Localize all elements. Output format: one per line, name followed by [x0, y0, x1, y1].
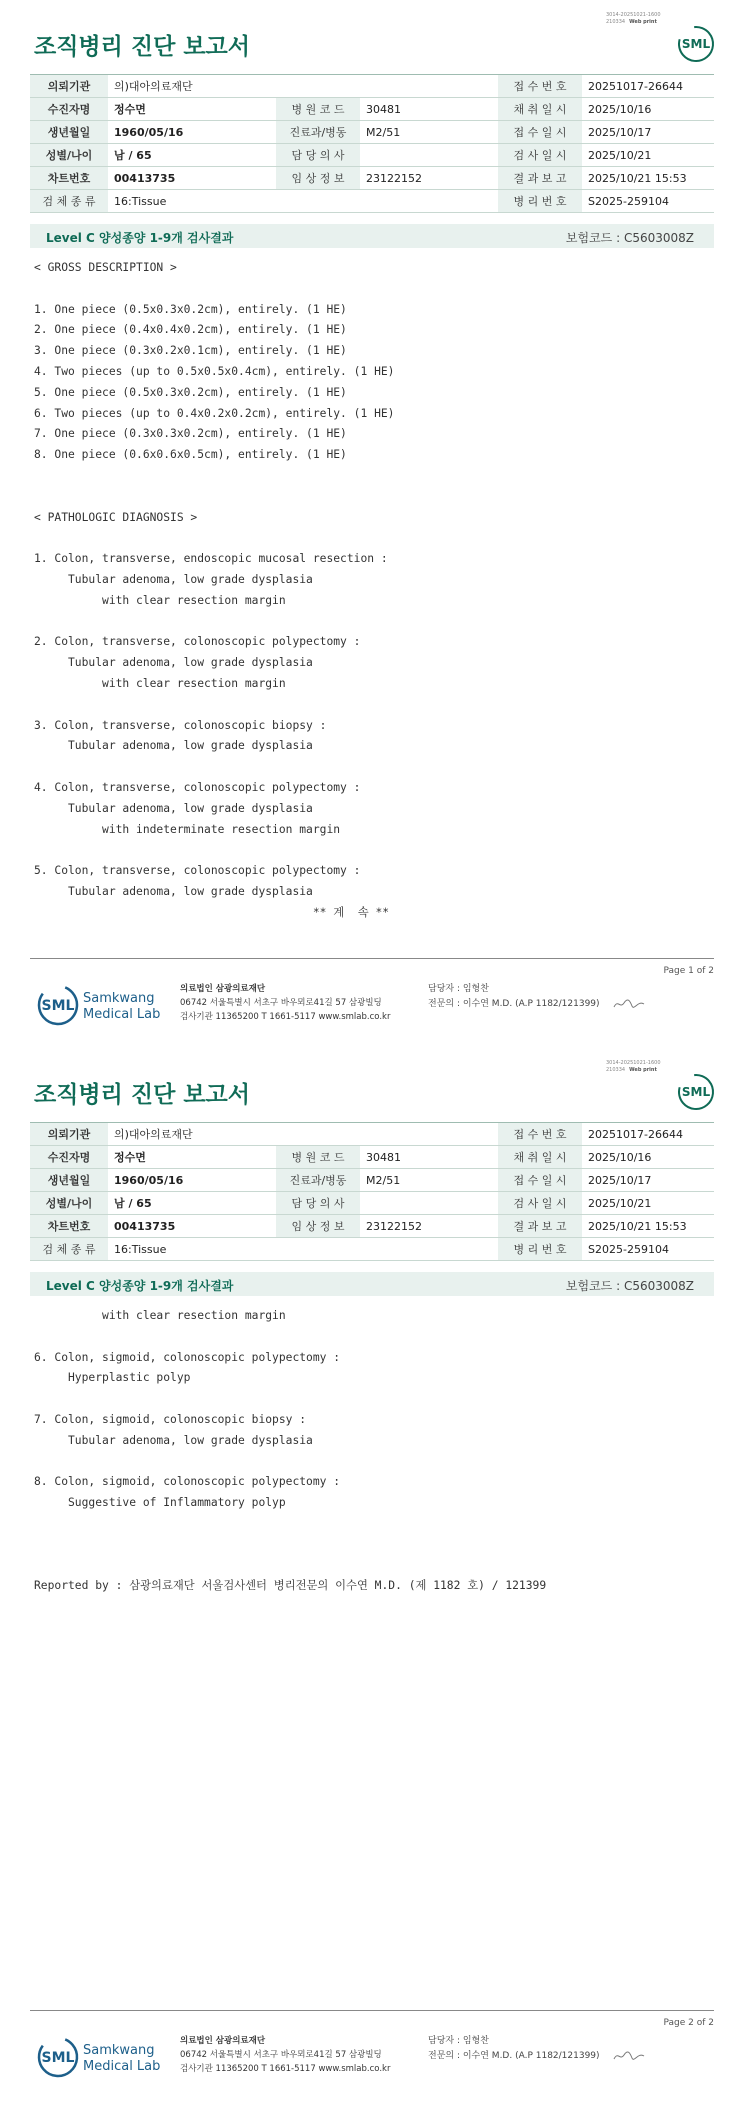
report-line: Tubular adenoma, low grade dysplasia — [34, 1433, 313, 1447]
info-row — [30, 75, 714, 98]
label-clinical-info: 임 상 정 보 — [276, 167, 360, 190]
signature-icon — [612, 2049, 646, 2063]
report-line: with clear resection margin — [34, 593, 286, 607]
label-patient-name: 수진자명 — [30, 98, 108, 121]
label-specimen-type: 검 체 종 류 — [30, 1238, 108, 1261]
report-line — [34, 1535, 546, 1556]
report-title: 조직병리 진단 보고서 — [34, 1082, 250, 1108]
value-test-date: 2025/10/21 — [582, 144, 714, 167]
report-line: < PATHOLOGIC DIAGNOSIS > — [34, 510, 198, 524]
print-meta — [606, 1060, 661, 1074]
staff-label: 담당자 : — [428, 984, 460, 994]
label-collection-date: 채 취 일 시 — [498, 1146, 582, 1169]
lab-name-line1: Samkwang — [83, 2043, 155, 2058]
value-sex-age: 남 / 65 — [108, 144, 276, 167]
footer-divider — [30, 2010, 714, 2011]
report-line — [34, 528, 394, 549]
label-sex-age: 성별/나이 — [30, 1192, 108, 1215]
report-line: 8. One piece (0.6x0.6x0.5cm), entirely. (1 HE) — [34, 448, 347, 462]
label-pathology-no: 병 리 번 호 — [498, 190, 582, 213]
staff-name: 임형찬 — [462, 2036, 489, 2046]
label-result-report: 결 과 보 고 — [498, 167, 582, 190]
web-print-label: Web print — [629, 19, 657, 25]
report-line — [34, 466, 394, 487]
value-department: M2/51 — [360, 1169, 498, 1192]
print-meta-line1: 3014-20251021-1600 — [606, 12, 661, 18]
label-specimen-type: 검 체 종 류 — [30, 190, 108, 213]
value-pathology-no: S2025-259104 — [582, 1238, 714, 1261]
report-body-page-2 — [34, 1306, 546, 1597]
footer-organization — [180, 982, 390, 1024]
report-line: 2. One piece (0.4x0.4x0.2cm), entirely. (1 HE) — [34, 323, 347, 337]
logo-text: SML — [41, 2050, 75, 2066]
footer-organization — [180, 2034, 390, 2076]
result-section-header — [30, 224, 714, 248]
report-line: 3. Colon, transverse, colonoscopic biopsy : — [34, 718, 327, 732]
info-row — [30, 167, 714, 190]
value-physician — [360, 1192, 498, 1215]
report-line — [34, 279, 394, 300]
report-line — [34, 612, 394, 633]
label-hospital-code: 병 원 코 드 — [276, 98, 360, 121]
value-sex-age: 남 / 65 — [108, 1192, 276, 1215]
label-clinical-info: 임 상 정 보 — [276, 1215, 360, 1238]
value-received-date: 2025/10/17 — [582, 121, 714, 144]
value-requesting-institution: 의)대아의료재단 — [108, 75, 498, 98]
value-collection-date: 2025/10/16 — [582, 1146, 714, 1169]
page-number: Page 2 of 2 — [663, 2018, 714, 2028]
reported-by: Reported by : 삼광의료재단 서울검사센터 병리전문의 이수연 M.D. (제 1182 호) / 121399 — [34, 1579, 547, 1593]
org-name: 의료법인 삼광의료재단 — [180, 984, 266, 994]
insurance-code: 보험코드 : C5603008Z — [565, 231, 694, 245]
logo-text: SML — [41, 998, 75, 1014]
value-accession-no: 20251017-26644 — [582, 75, 714, 98]
value-department: M2/51 — [360, 121, 498, 144]
label-accession-no: 접 수 번 호 — [498, 75, 582, 98]
samkwang-logo-icon — [36, 2032, 166, 2082]
label-patient-name: 수진자명 — [30, 1146, 108, 1169]
specialist-label: 전문의 : — [428, 2051, 460, 2061]
specialist-label: 전문의 : — [428, 999, 460, 1009]
org-address: 06742 서울특별시 서초구 바우뫼로41길 57 삼광빌딩 — [180, 2050, 382, 2060]
report-line: 6. Two pieces (up to 0.4x0.2x0.2cm), entirely. (1 HE) — [34, 406, 395, 420]
print-meta-line1: 3014-20251021-1600 — [606, 1060, 661, 1066]
print-meta — [606, 12, 661, 26]
label-department: 진료과/병동 — [276, 121, 360, 144]
label-sex-age: 성별/나이 — [30, 144, 108, 167]
label-requesting-institution: 의뢰기관 — [30, 1123, 108, 1146]
value-clinical-info: 23122152 — [360, 167, 498, 190]
label-birth-date: 생년월일 — [30, 1169, 108, 1192]
report-line — [34, 487, 394, 508]
report-line: Tubular adenoma, low grade dysplasia — [34, 739, 313, 753]
report-line: 7. One piece (0.3x0.3x0.2cm), entirely. (1 HE) — [34, 427, 347, 441]
report-line: 2. Colon, transverse, colonoscopic polypectomy : — [34, 635, 361, 649]
lab-name-line2: Medical Lab — [83, 2059, 161, 2074]
specialist-name: 이수연 M.D. (A.P 1182/121399) — [462, 2051, 600, 2061]
report-line: 1. One piece (0.5x0.3x0.2cm), entirely. (1 HE) — [34, 302, 347, 316]
report-line: 5. Colon, transverse, colonoscopic polypectomy : — [34, 864, 361, 878]
value-result-report: 2025/10/21 15:53 — [582, 1215, 714, 1238]
patient-info-table — [30, 1122, 714, 1261]
report-line: with indeterminate resection margin — [34, 822, 341, 836]
report-line: with clear resection margin — [34, 676, 286, 690]
patient-info-table — [30, 74, 714, 213]
section-title: Level C 양성종양 1-9개 검사결과 — [46, 1279, 234, 1293]
info-row — [30, 121, 714, 144]
value-specimen-type: 16:Tissue — [108, 190, 498, 213]
value-birth-date: 1960/05/16 — [108, 1169, 276, 1192]
report-line: 8. Colon, sigmoid, colonoscopic polypectomy : — [34, 1475, 341, 1489]
org-contact: 검사기관 11365200 T 1661-5117 www.smlab.co.kr — [180, 1012, 391, 1022]
report-page-1 — [0, 0, 744, 1048]
label-result-report: 결 과 보 고 — [498, 1215, 582, 1238]
report-line: 4. Colon, transverse, colonoscopic polypectomy : — [34, 780, 361, 794]
info-row — [30, 1123, 714, 1146]
label-accession-no: 접 수 번 호 — [498, 1123, 582, 1146]
report-title: 조직병리 진단 보고서 — [34, 34, 250, 60]
label-test-date: 검 사 일 시 — [498, 144, 582, 167]
value-physician — [360, 144, 498, 167]
label-test-date: 검 사 일 시 — [498, 1192, 582, 1215]
label-received-date: 접 수 일 시 — [498, 1169, 582, 1192]
info-row — [30, 1146, 714, 1169]
page-number: Page 1 of 2 — [663, 966, 714, 976]
value-hospital-code: 30481 — [360, 1146, 498, 1169]
print-meta-line2: 210334 — [606, 1067, 626, 1073]
report-line — [34, 695, 394, 716]
label-chart-no: 차트번호 — [30, 167, 108, 190]
sml-logo-text: SML — [681, 1085, 711, 1099]
label-department: 진료과/병동 — [276, 1169, 360, 1192]
value-test-date: 2025/10/21 — [582, 1192, 714, 1215]
info-row — [30, 144, 714, 167]
samkwang-logo-icon — [36, 980, 166, 1030]
value-specimen-type: 16:Tissue — [108, 1238, 498, 1261]
insurance-code: 보험코드 : C5603008Z — [565, 1279, 694, 1293]
report-line: 1. Colon, transverse, endoscopic mucosal resection : — [34, 552, 388, 566]
sml-logo-icon — [676, 1072, 716, 1112]
label-requesting-institution: 의뢰기관 — [30, 75, 108, 98]
info-row — [30, 1215, 714, 1238]
info-row — [30, 1238, 714, 1261]
org-contact: 검사기관 11365200 T 1661-5117 www.smlab.co.kr — [180, 2064, 391, 2074]
footer-divider — [30, 958, 714, 959]
continued-marker: ** 계 속 ** — [34, 905, 390, 919]
report-line — [34, 1389, 546, 1410]
value-hospital-code: 30481 — [360, 98, 498, 121]
report-line: 5. One piece (0.5x0.3x0.2cm), entirely. (1 HE) — [34, 385, 347, 399]
value-requesting-institution: 의)대아의료재단 — [108, 1123, 498, 1146]
report-line: 6. Colon, sigmoid, colonoscopic polypectomy : — [34, 1350, 341, 1364]
label-birth-date: 생년월일 — [30, 121, 108, 144]
report-line: Tubular adenoma, low grade dysplasia — [34, 572, 313, 586]
sml-logo-text: SML — [681, 37, 711, 51]
value-chart-no: 00413735 — [108, 167, 276, 190]
label-physician: 담 당 의 사 — [276, 1192, 360, 1215]
report-line: with clear resection margin — [34, 1309, 286, 1322]
section-title: Level C 양성종양 1-9개 검사결과 — [46, 231, 234, 245]
report-line: Tubular adenoma, low grade dysplasia — [34, 656, 313, 670]
report-line: Hyperplastic polyp — [34, 1371, 191, 1385]
org-address: 06742 서울특별시 서초구 바우뫼로41길 57 삼광빌딩 — [180, 998, 382, 1008]
web-print-label: Web print — [629, 1067, 657, 1073]
report-line: Suggestive of Inflammatory polyp — [34, 1496, 286, 1510]
label-received-date: 접 수 일 시 — [498, 121, 582, 144]
report-line — [34, 1556, 546, 1577]
report-line — [34, 1514, 546, 1535]
report-line: 3. One piece (0.3x0.2x0.1cm), entirely. (1 HE) — [34, 344, 347, 358]
info-row — [30, 98, 714, 121]
value-accession-no: 20251017-26644 — [582, 1123, 714, 1146]
value-clinical-info: 23122152 — [360, 1215, 498, 1238]
value-pathology-no: S2025-259104 — [582, 190, 714, 213]
report-line: Tubular adenoma, low grade dysplasia — [34, 884, 313, 898]
lab-name-line1: Samkwang — [83, 991, 155, 1006]
staff-label: 담당자 : — [428, 2036, 460, 2046]
report-line: 7. Colon, sigmoid, colonoscopic biopsy : — [34, 1412, 307, 1426]
report-line: Tubular adenoma, low grade dysplasia — [34, 801, 313, 815]
label-physician: 담 당 의 사 — [276, 144, 360, 167]
label-collection-date: 채 취 일 시 — [498, 98, 582, 121]
label-pathology-no: 병 리 번 호 — [498, 1238, 582, 1261]
value-patient-name: 정수면 — [108, 98, 276, 121]
footer-staff — [428, 2034, 600, 2064]
signature-icon — [612, 997, 646, 1011]
info-row — [30, 1169, 714, 1192]
report-page-2 — [0, 1048, 744, 2104]
value-received-date: 2025/10/17 — [582, 1169, 714, 1192]
report-line — [34, 1452, 546, 1473]
specialist-name: 이수연 M.D. (A.P 1182/121399) — [462, 999, 600, 1009]
org-name: 의료법인 삼광의료재단 — [180, 2036, 266, 2046]
value-patient-name: 정수면 — [108, 1146, 276, 1169]
sml-logo-icon — [676, 24, 716, 64]
report-line — [34, 757, 394, 778]
label-chart-no: 차트번호 — [30, 1215, 108, 1238]
info-row — [30, 1192, 714, 1215]
label-hospital-code: 병 원 코 드 — [276, 1146, 360, 1169]
result-section-header — [30, 1272, 714, 1296]
info-row — [30, 190, 714, 213]
value-result-report: 2025/10/21 15:53 — [582, 167, 714, 190]
print-meta-line2: 210334 — [606, 19, 626, 25]
staff-name: 임형찬 — [462, 984, 489, 994]
report-body-page-1 — [34, 258, 394, 924]
value-chart-no: 00413735 — [108, 1215, 276, 1238]
report-line — [34, 840, 394, 861]
footer-staff — [428, 982, 600, 1012]
value-birth-date: 1960/05/16 — [108, 121, 276, 144]
report-line: < GROSS DESCRIPTION > — [34, 261, 177, 274]
lab-name-line2: Medical Lab — [83, 1007, 161, 1022]
value-collection-date: 2025/10/16 — [582, 98, 714, 121]
report-line — [34, 1327, 546, 1348]
report-line: 4. Two pieces (up to 0.5x0.5x0.4cm), entirely. (1 HE) — [34, 364, 395, 378]
